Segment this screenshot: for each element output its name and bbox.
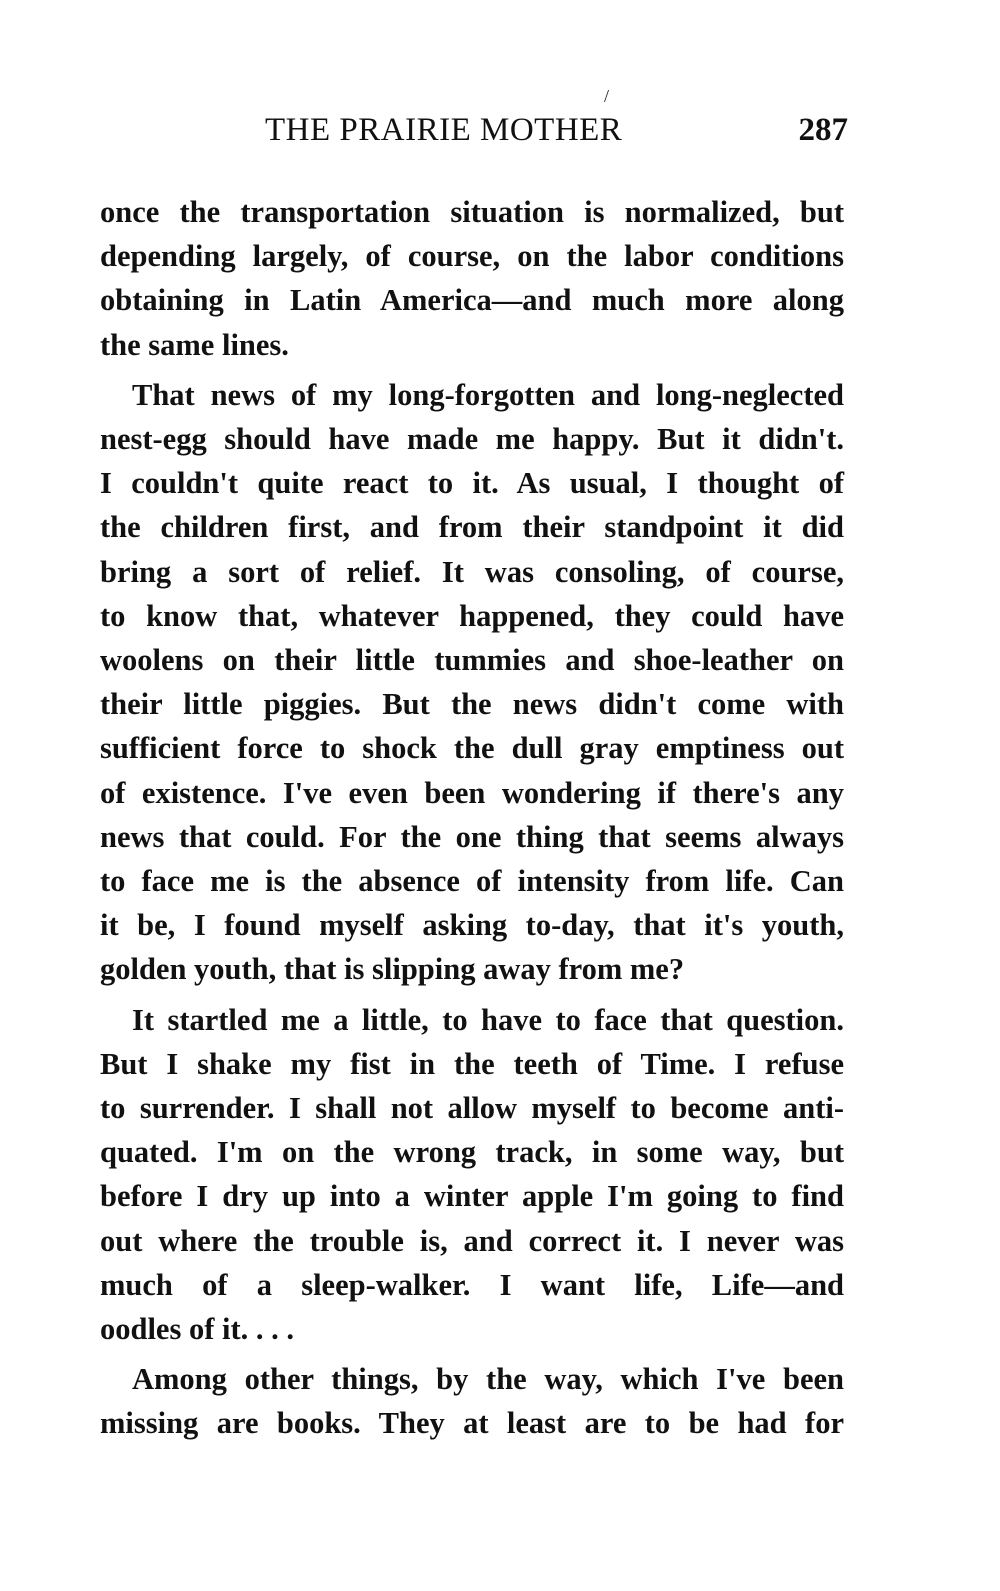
text-line: to know that, whatever happened, they could have (100, 598, 844, 633)
text-line: bring a sort of relief. It was consoling, of course, (100, 554, 844, 589)
paragraph-1 (100, 190, 844, 367)
paragraph-4 (100, 1357, 844, 1445)
text-line: obtaining in Latin America—and much more along (100, 283, 844, 318)
text-line: to face me is the absence of intensity from life. Can (100, 864, 844, 899)
text-line: the same lines. (100, 327, 289, 362)
text-line: nest-egg should have made me happy. But it didn't. (100, 422, 844, 457)
text-line: sufficient force to shock the dull gray emptiness out (100, 731, 844, 766)
text-line: of existence. I've even been wondering if there's any (100, 775, 844, 810)
text-line: the children first, and from their standpoint it did (100, 510, 844, 545)
text-line: it be, I found myself asking to-day, that it's youth, (100, 908, 844, 943)
text-line: to surrender. I shall not allow myself to become anti- (100, 1091, 844, 1126)
stray-print-mark: / (604, 86, 610, 106)
text-line: their little piggies. But the news didn't come with (100, 687, 844, 722)
text-line: woolens on their little tummies and shoe-leather on (100, 643, 844, 678)
text-line: missing are books. They at least are to be had for (100, 1406, 844, 1441)
paragraph-2 (100, 373, 844, 992)
body-text (100, 190, 844, 1446)
text-line: golden youth, that is slipping away from me? (100, 952, 685, 987)
paragraph-3 (100, 998, 844, 1352)
text-line: That news of my long-forgotten and long-neglected (132, 377, 844, 412)
page-number: 287 (798, 112, 848, 148)
text-line: I couldn't quite react to it. As usual, I thought of (100, 466, 844, 501)
running-head (100, 112, 848, 162)
text-line: It startled me a little, to have to face that question. (132, 1002, 844, 1037)
text-line: much of a sleep-walker. I want life, Life—and (100, 1267, 844, 1302)
text-line: news that could. For the one thing that seems always (100, 819, 844, 854)
text-line: quated. I'm on the wrong track, in some way, but (100, 1135, 844, 1170)
text-line: once the transportation situation is normalized, but (100, 195, 844, 229)
book-title: THE PRAIRIE MOTHER (265, 112, 623, 148)
text-line: Among other things, by the way, which I've been (132, 1362, 844, 1397)
text-line: before I dry up into a winter apple I'm going to find (100, 1179, 844, 1214)
text-line: oodles of it. . . . (100, 1312, 295, 1347)
text-line: But I shake my fist in the teeth of Time. I refuse (100, 1046, 844, 1081)
text-line: depending largely, of course, on the labor conditions (100, 239, 844, 274)
text-line: out where the trouble is, and correct it. I never was (100, 1223, 844, 1258)
